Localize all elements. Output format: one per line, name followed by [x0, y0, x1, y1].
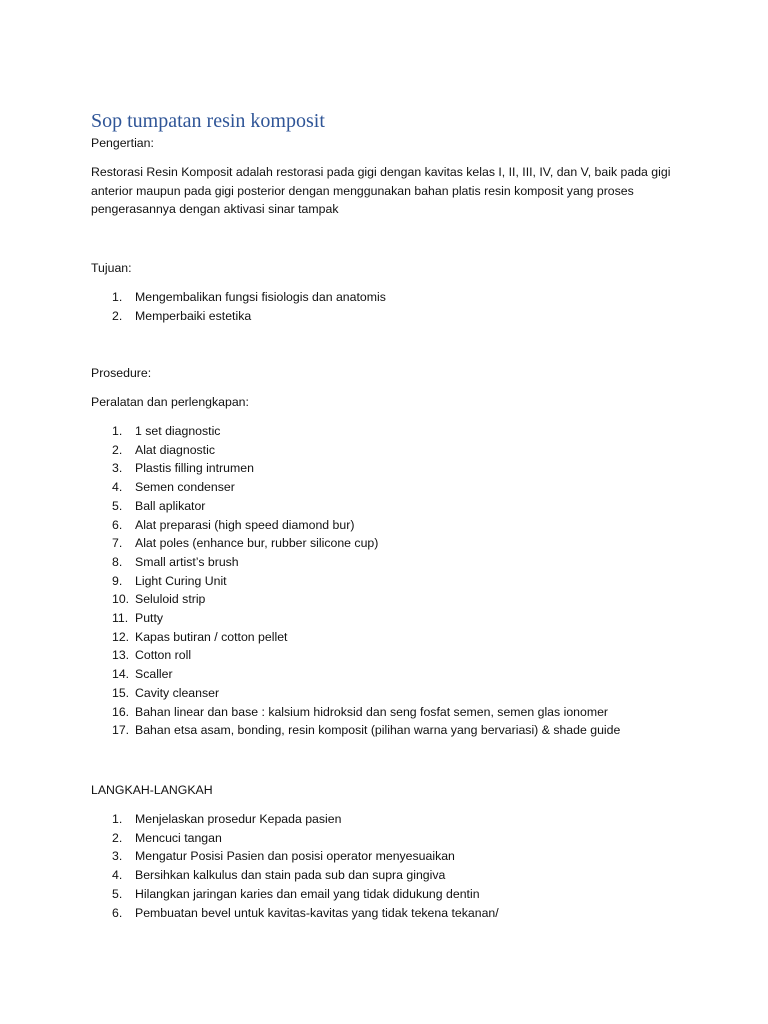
- list-text: Scaller: [135, 667, 173, 682]
- list-number: 11.: [112, 611, 129, 626]
- list-text: Menjelaskan prosedur Kepada pasien: [135, 812, 342, 826]
- list-item: [91, 516, 620, 535]
- list-number: 6.: [112, 517, 123, 532]
- list-text: Mengembalikan fungsi fisiologis dan anatomis: [135, 290, 386, 304]
- list-number: 4.: [112, 480, 123, 495]
- list-text: Putty: [135, 611, 164, 626]
- list-text: Alat poles (enhance bur, rubber silicone cup): [135, 536, 379, 551]
- pengertian-line: anterior maupun pada gigi posterior dengan menggunakan bahan platis resin komposit yang proses: [91, 183, 634, 198]
- list-number: 7.: [112, 536, 123, 551]
- list-text: Pembuatan bevel untuk kavitas-kavitas yang tidak tekena tekanan/: [135, 905, 499, 920]
- list-text: Light Curing Unit: [135, 573, 227, 588]
- prosedure-heading: Prosedure:: [91, 366, 152, 380]
- list-text: Mencuci tangan: [135, 830, 222, 845]
- peralatan-list: [91, 422, 620, 740]
- list-text: Cotton roll: [135, 648, 192, 663]
- list-number: 8.: [112, 554, 123, 569]
- list-number: 3.: [112, 849, 123, 864]
- list-number: 17.: [112, 723, 130, 738]
- list-item: [91, 721, 620, 740]
- list-text: Plastis filling intrumen: [135, 461, 254, 476]
- list-item: [91, 534, 620, 553]
- list-text: Semen condenser: [135, 480, 235, 495]
- tujuan-heading: Tujuan:: [91, 261, 132, 275]
- list-text: Cavity cleanser: [135, 685, 220, 700]
- list-text: Seluloid strip: [135, 592, 206, 607]
- list-text: Memperbaiki estetika: [135, 308, 252, 323]
- langkah-list: [91, 810, 499, 922]
- list-item: [91, 628, 620, 647]
- pengertian-paragraph: [91, 163, 691, 219]
- list-item: [91, 609, 620, 628]
- list-item: [91, 307, 386, 326]
- list-item: [91, 665, 620, 684]
- list-number: 13.: [112, 648, 130, 663]
- list-number: 3.: [112, 461, 123, 476]
- list-text: Bahan linear dan base : kalsium hidroksid dan seng fosfat semen, semen glas ionomer: [135, 704, 609, 719]
- pengertian-heading: Pengertian:: [91, 136, 154, 150]
- list-item: [91, 829, 499, 848]
- list-item: [91, 590, 620, 609]
- list-number: 2.: [112, 830, 123, 845]
- list-text: Bahan etsa asam, bonding, resin komposit (pilihan warna yang bervariasi) & shade guide: [135, 723, 621, 738]
- list-item: [91, 847, 499, 866]
- list-text: Small artist’s brush: [135, 554, 239, 569]
- list-number: 6.: [112, 905, 123, 920]
- list-item: [91, 646, 620, 665]
- list-text: 1 set diagnostic: [135, 424, 221, 438]
- list-number: 4.: [112, 868, 123, 883]
- list-item: [91, 497, 620, 516]
- list-item: [91, 478, 620, 497]
- list-number: 10.: [112, 592, 130, 607]
- list-number: 16.: [112, 704, 130, 719]
- list-item: [91, 885, 499, 904]
- list-number: 1.: [112, 424, 123, 438]
- list-item: [91, 684, 620, 703]
- list-number: 5.: [112, 498, 123, 513]
- langkah-heading: LANGKAH-LANGKAH: [91, 783, 213, 797]
- list-text: Kapas butiran / cotton pellet: [135, 629, 288, 644]
- list-item: [91, 441, 620, 460]
- list-number: 14.: [112, 667, 130, 682]
- list-item: [91, 904, 499, 923]
- list-number: 2.: [112, 442, 123, 457]
- list-number: 9.: [112, 573, 123, 588]
- list-number: 12.: [112, 629, 130, 644]
- list-item: [91, 703, 620, 722]
- list-number: 5.: [112, 886, 123, 901]
- list-number: 15.: [112, 685, 130, 700]
- pengertian-line: Restorasi Resin Komposit adalah restorasi pada gigi dengan kavitas kelas I, II, III, IV, dan V, baik pada gigi: [91, 165, 671, 179]
- list-text: Hilangkan jaringan karies dan email yang tidak didukung dentin: [135, 886, 480, 901]
- list-text: Mengatur Posisi Pasien dan posisi operator menyesuaikan: [135, 849, 455, 864]
- list-item: [91, 810, 499, 829]
- tujuan-list: [91, 288, 386, 325]
- list-text: Ball aplikator: [135, 498, 206, 513]
- pengertian-line: pengerasannya dengan aktivasi sinar tampak: [91, 202, 339, 217]
- peralatan-heading: Peralatan dan perlengkapan:: [91, 395, 249, 409]
- list-text: Alat preparasi (high speed diamond bur): [135, 517, 355, 532]
- list-number: 1.: [112, 812, 123, 826]
- list-item: [91, 422, 620, 441]
- document-title: Sop tumpatan resin komposit: [91, 110, 325, 132]
- list-text: Alat diagnostic: [135, 442, 215, 457]
- list-item: [91, 459, 620, 478]
- list-item: [91, 288, 386, 307]
- list-item: [91, 553, 620, 572]
- list-item: [91, 572, 620, 591]
- list-number: 1.: [112, 290, 123, 304]
- list-number: 2.: [112, 308, 123, 323]
- list-text: Bersihkan kalkulus dan stain pada sub dan supra gingiva: [135, 868, 446, 883]
- list-item: [91, 866, 499, 885]
